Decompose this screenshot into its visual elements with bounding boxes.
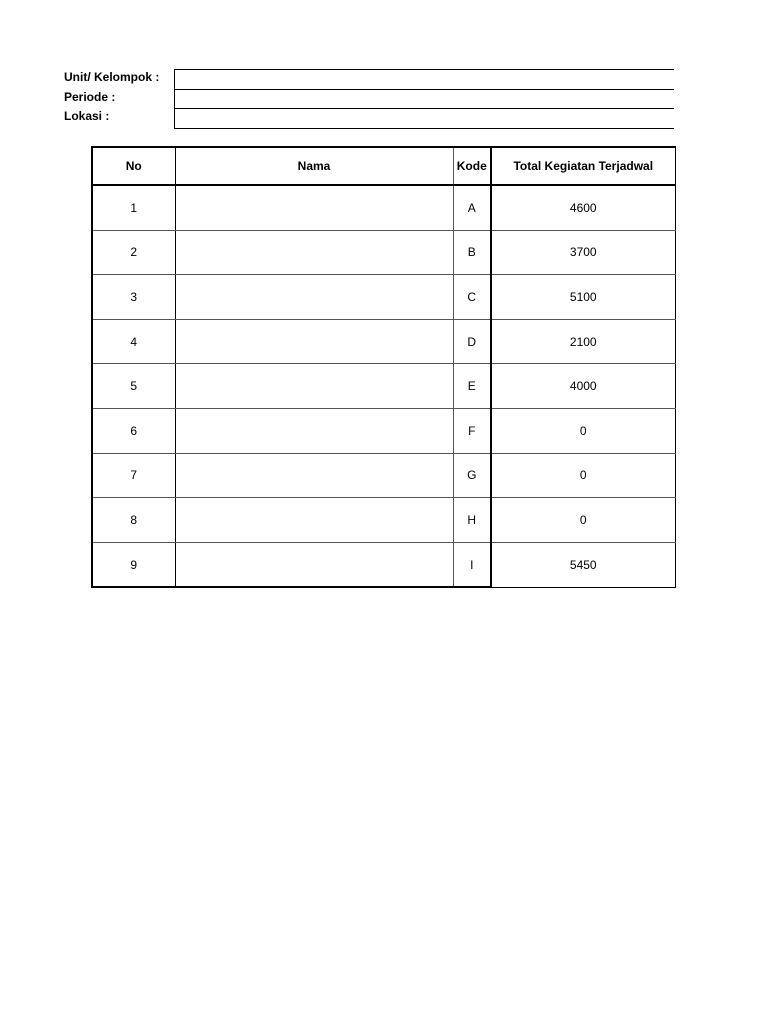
cell-total: 5100 <box>491 275 675 320</box>
unit-label: Unit/ Kelompok : <box>64 70 160 84</box>
table-row <box>92 185 675 230</box>
table-row <box>92 364 675 409</box>
header-no: No <box>92 147 175 185</box>
cell-no: 8 <box>92 498 175 543</box>
header-total: Total Kegiatan Terjadwal <box>491 147 675 185</box>
table-row <box>92 230 675 275</box>
cell-nama[interactable] <box>175 408 453 453</box>
cell-total: 2100 <box>491 319 675 364</box>
cell-no: 3 <box>92 275 175 320</box>
cell-nama[interactable] <box>175 275 453 320</box>
cell-no: 5 <box>92 364 175 409</box>
cell-total: 0 <box>491 453 675 498</box>
header-kode: Kode <box>453 147 491 185</box>
table-row <box>92 453 675 498</box>
cell-nama[interactable] <box>175 319 453 364</box>
cell-no: 4 <box>92 319 175 364</box>
periode-field[interactable] <box>174 90 674 110</box>
cell-no: 6 <box>92 408 175 453</box>
cell-total: 3700 <box>491 230 675 275</box>
unit-field[interactable] <box>174 70 674 90</box>
cell-total: 4000 <box>491 364 675 409</box>
header-nama: Nama <box>175 147 453 185</box>
cell-no: 2 <box>92 230 175 275</box>
cell-kode: C <box>453 275 491 320</box>
cell-total: 0 <box>491 408 675 453</box>
table-row <box>92 498 675 543</box>
cell-total: 4600 <box>491 185 675 230</box>
cell-kode: I <box>453 542 491 587</box>
cell-kode: E <box>453 364 491 409</box>
cell-kode: G <box>453 453 491 498</box>
cell-nama[interactable] <box>175 498 453 543</box>
cell-nama[interactable] <box>175 185 453 230</box>
lokasi-field[interactable] <box>174 109 674 129</box>
cell-nama[interactable] <box>175 542 453 587</box>
cell-kode: B <box>453 230 491 275</box>
cell-total: 5450 <box>491 542 675 587</box>
cell-kode: F <box>453 408 491 453</box>
cell-no: 7 <box>92 453 175 498</box>
table-row <box>92 319 675 364</box>
table-row <box>92 542 675 587</box>
table-row <box>92 408 675 453</box>
schedule-table <box>91 146 676 588</box>
table-row <box>92 275 675 320</box>
header-labels <box>64 68 159 127</box>
cell-total: 0 <box>491 498 675 543</box>
cell-kode: A <box>453 185 491 230</box>
header-fields <box>174 69 674 129</box>
cell-no: 1 <box>92 185 175 230</box>
cell-nama[interactable] <box>175 364 453 409</box>
cell-kode: D <box>453 319 491 364</box>
cell-nama[interactable] <box>175 453 453 498</box>
cell-no: 9 <box>92 542 175 587</box>
lokasi-label: Lokasi : <box>64 109 110 123</box>
cell-nama[interactable] <box>175 230 453 275</box>
table-header-row <box>92 147 675 185</box>
cell-kode: H <box>453 498 491 543</box>
periode-label: Periode : <box>64 89 116 104</box>
